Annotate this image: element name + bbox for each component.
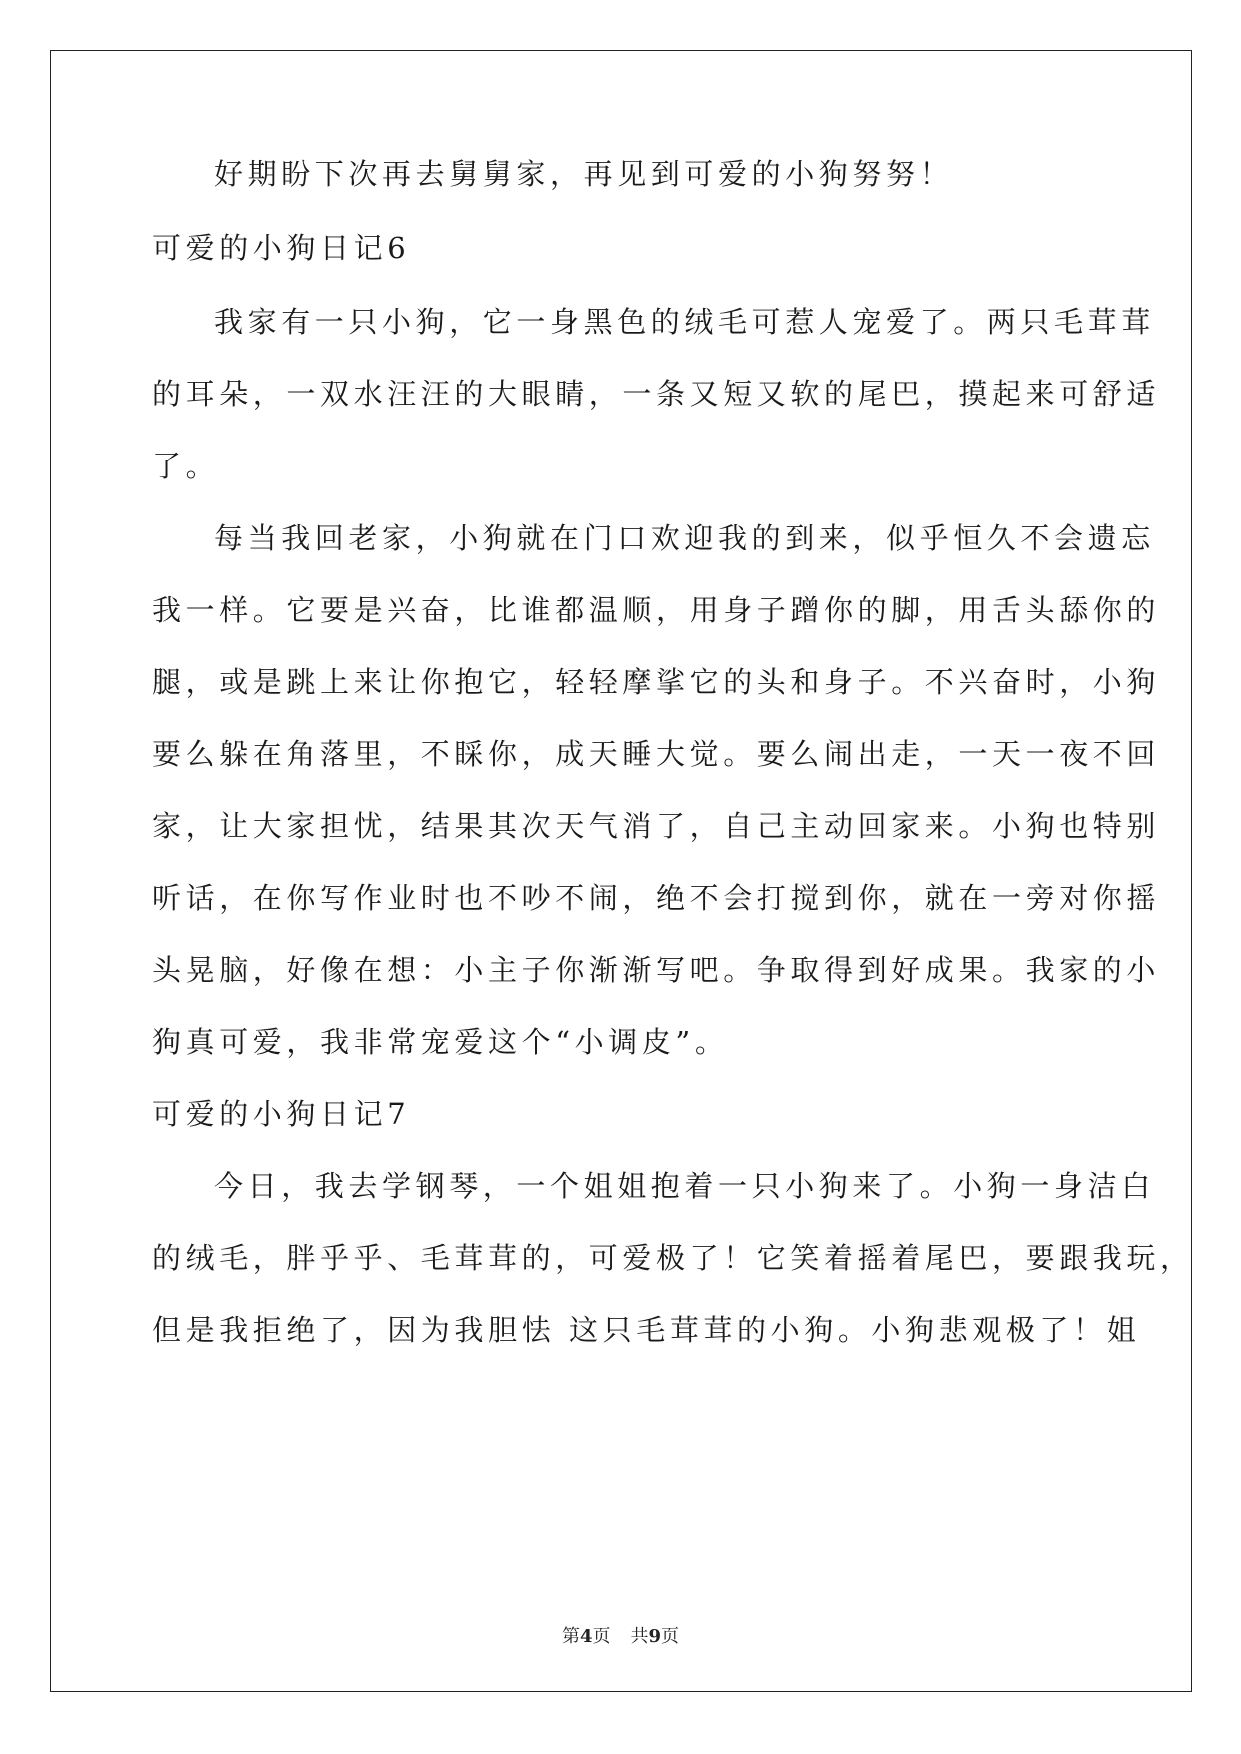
paragraph-line: 今日，我去学钢琴，一个姐姐抱着一只小狗来了。小狗一身洁白 — [214, 1169, 1155, 1203]
footer-total-prefix: 共 — [630, 1626, 649, 1647]
paragraph-line: 家，让大家担忧，结果其次天气消了，自己主动回家来。小狗也特别 — [152, 809, 1161, 843]
footer-page-number: 4 — [579, 1626, 593, 1647]
paragraph-line: 我家有一只小狗，它一身黑色的绒毛可惹人宠爱了。两只毛茸茸 — [214, 305, 1155, 339]
paragraph-line: 了。 — [152, 449, 220, 483]
footer-total-pages: 9 — [648, 1626, 662, 1647]
paragraph-line: 每当我回老家，小狗就在门口欢迎我的到来，似乎恒久不会遗忘 — [214, 521, 1155, 555]
footer-page-suffix: 页 — [592, 1626, 611, 1647]
paragraph-line: 的耳朵，一双水汪汪的大眼睛，一条又短又软的尾巴，摸起来可舒适 — [152, 377, 1161, 411]
paragraph-line: 头晃脑，好像在想：小主子你渐渐写吧。争取得到好成果。我家的小 — [152, 953, 1161, 987]
section-heading: 可爱的小狗日记7 — [152, 1097, 411, 1131]
paragraph-line: 好期盼下次再去舅舅家，再见到可爱的小狗努努！ — [214, 157, 954, 191]
paragraph-line: 但是我拒绝了，因为我胆怯 这只毛茸茸的小狗。小狗悲观极了！姐 — [152, 1313, 1141, 1347]
paragraph-line: 的绒毛，胖乎乎、毛茸茸的，可爱极了！它笑着摇着尾巴，要跟我玩， — [152, 1241, 1194, 1275]
paragraph-line: 要么躲在角落里，不睬你，成天睡大觉。要么闹出走，一天一夜不回 — [152, 737, 1161, 771]
section-heading: 可爱的小狗日记6 — [152, 231, 411, 265]
paragraph-line: 听话，在你写作业时也不吵不闹，绝不会打搅到你，就在一旁对你摇 — [152, 881, 1161, 915]
page-border — [50, 50, 1192, 1692]
paragraph-line: 狗真可爱，我非常宠爱这个“小调皮”。 — [152, 1025, 729, 1059]
paragraph-line: 我一样。它要是兴奋，比谁都温顺，用身子蹭你的脚，用舌头舔你的 — [152, 593, 1161, 627]
page-footer — [0, 1622, 1241, 1648]
footer-total-suffix: 页 — [661, 1626, 680, 1647]
footer-page-prefix: 第 — [561, 1626, 580, 1647]
paragraph-line: 腿，或是跳上来让你抱它，轻轻摩挲它的头和身子。不兴奋时，小狗 — [152, 665, 1161, 699]
